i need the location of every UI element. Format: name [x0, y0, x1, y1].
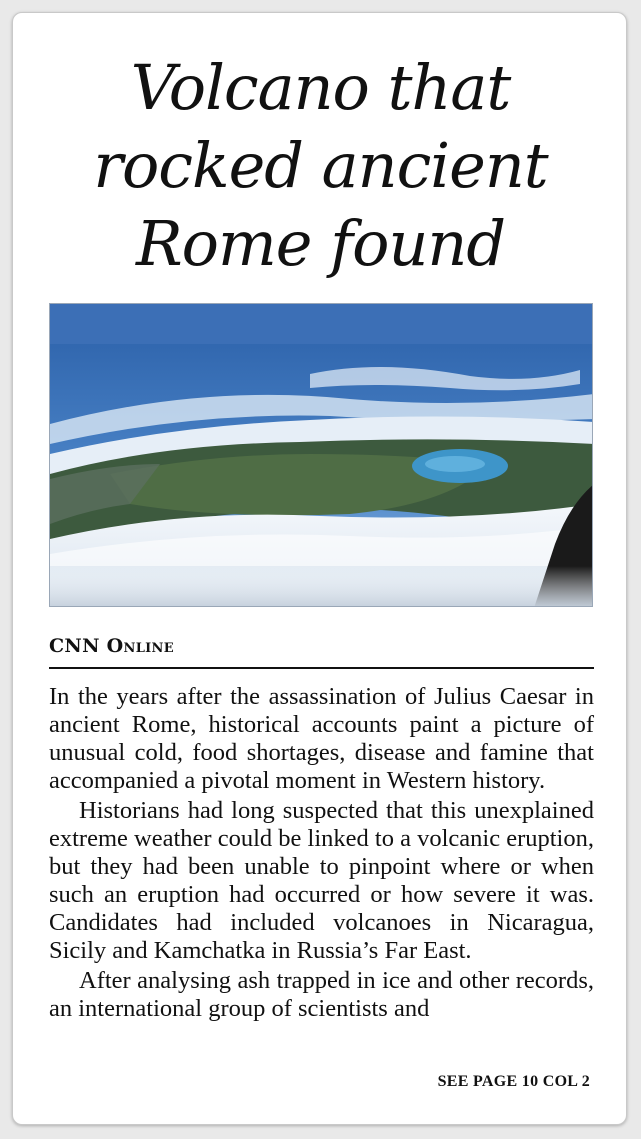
byline-rule — [49, 667, 594, 669]
byline: CNN Online — [49, 635, 174, 657]
article-card — [12, 12, 627, 1125]
headline — [13, 49, 627, 283]
volcano-crater-photo — [49, 303, 593, 607]
headline-line: Volcano that — [130, 51, 511, 124]
headline-line: Rome found — [135, 207, 506, 280]
paragraph: After analysing ash trapped in ice and other records, an international group of scientists and — [49, 967, 594, 1022]
headline-line: rocked ancient — [93, 129, 548, 202]
paragraph: In the years after the assassination of Julius Caesar in ancient Rome, historical accounts paint a picture of unusual cold, food shortages, disease and famine that accompanied a pivotal moment in Western history. — [49, 683, 594, 794]
article-body — [49, 683, 594, 1023]
crater-illustration — [50, 304, 593, 607]
paragraph: Historians had long suspected that this unexplained extreme weather could be linked to a volcanic eruption, but they had been unable to pinpoint where or when such an eruption had occurred or how severe it was. Candidates had included volcanoes in Nicaragua, Sicily and Kamchatka in Russia’s Far East. — [49, 797, 594, 964]
continuation-note: SEE PAGE 10 COL 2 — [437, 1073, 590, 1090]
